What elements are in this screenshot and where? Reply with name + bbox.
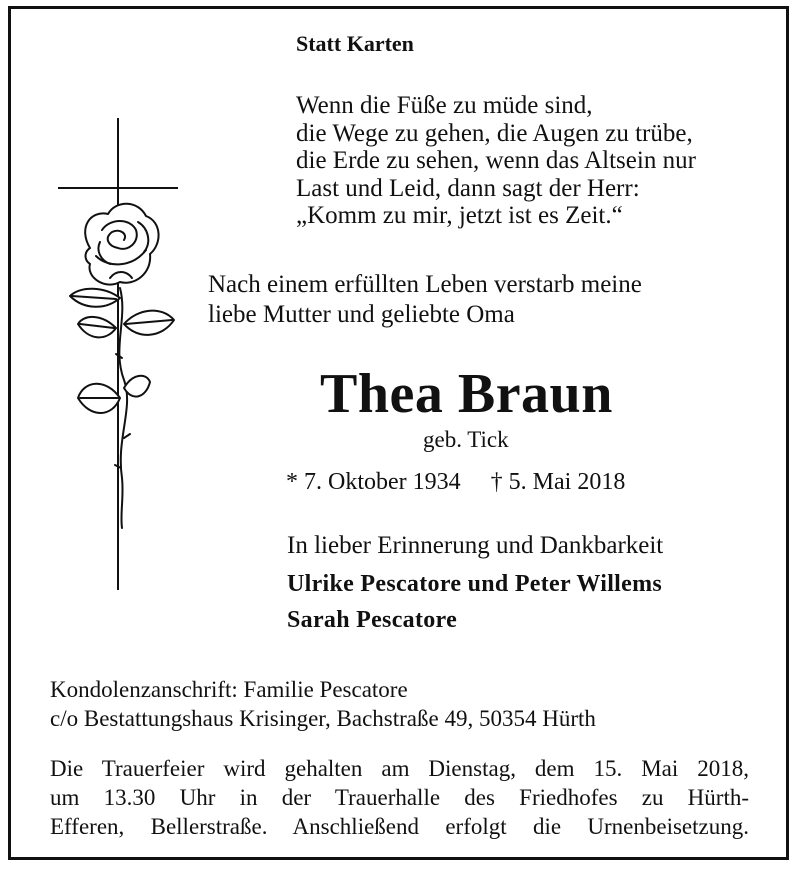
condolence-address-line: Kondolenzanschrift: Familie Pescatore (50, 677, 408, 702)
funeral-notice-line: um 13.30 Uhr in der Trauerhalle des Friedhofes zu Hürth- (50, 785, 749, 810)
condolence-address-line: c/o Bestattungshaus Krisinger, Bachstraße 49, 50354 Hürth (50, 706, 596, 731)
intro-line: liebe Mutter und geliebte Oma (208, 301, 515, 328)
poem-line: die Wege zu gehen, die Augen zu trübe, (296, 119, 693, 147)
funeral-notice (50, 754, 749, 841)
deceased-name: Thea Braun (320, 363, 613, 425)
mourner-name: Sarah Pescatore (287, 607, 458, 633)
intro-line: Nach einem erfüllten Leben verstarb meine (208, 271, 642, 298)
poem-line: die Erde zu sehen, wenn das Altsein nur (296, 147, 696, 174)
funeral-notice-line: Die Trauerfeier wird gehalten am Dienstag, dem 15. Mai 2018, (50, 756, 749, 781)
rose-icon (70, 204, 174, 528)
cross-icon (50, 118, 190, 598)
maiden-name: geb. Tick (423, 427, 509, 452)
poem (296, 92, 696, 230)
poem-line: „Komm zu mir, jetzt ist es Zeit.“ (296, 202, 623, 229)
memorial-line: In lieber Erinnerung und Dankbarkeit (287, 532, 664, 559)
life-dates (286, 470, 625, 494)
intro-text (208, 270, 642, 330)
death-date: † 5. Mai 2018 (490, 469, 626, 495)
birth-date: * 7. Oktober 1934 (286, 469, 461, 495)
header-label: Statt Karten (296, 31, 414, 56)
mourner-name: Ulrike Pescatore und Peter Willems (287, 571, 663, 597)
poem-line: Wenn die Füße zu müde sind, (296, 92, 593, 119)
funeral-notice-line: Efferen, Bellerstraße. Anschließend erfolgt die Urnenbeisetzung. (50, 814, 749, 839)
poem-line: Last und Leid, dann sagt der Herr: (296, 174, 640, 202)
